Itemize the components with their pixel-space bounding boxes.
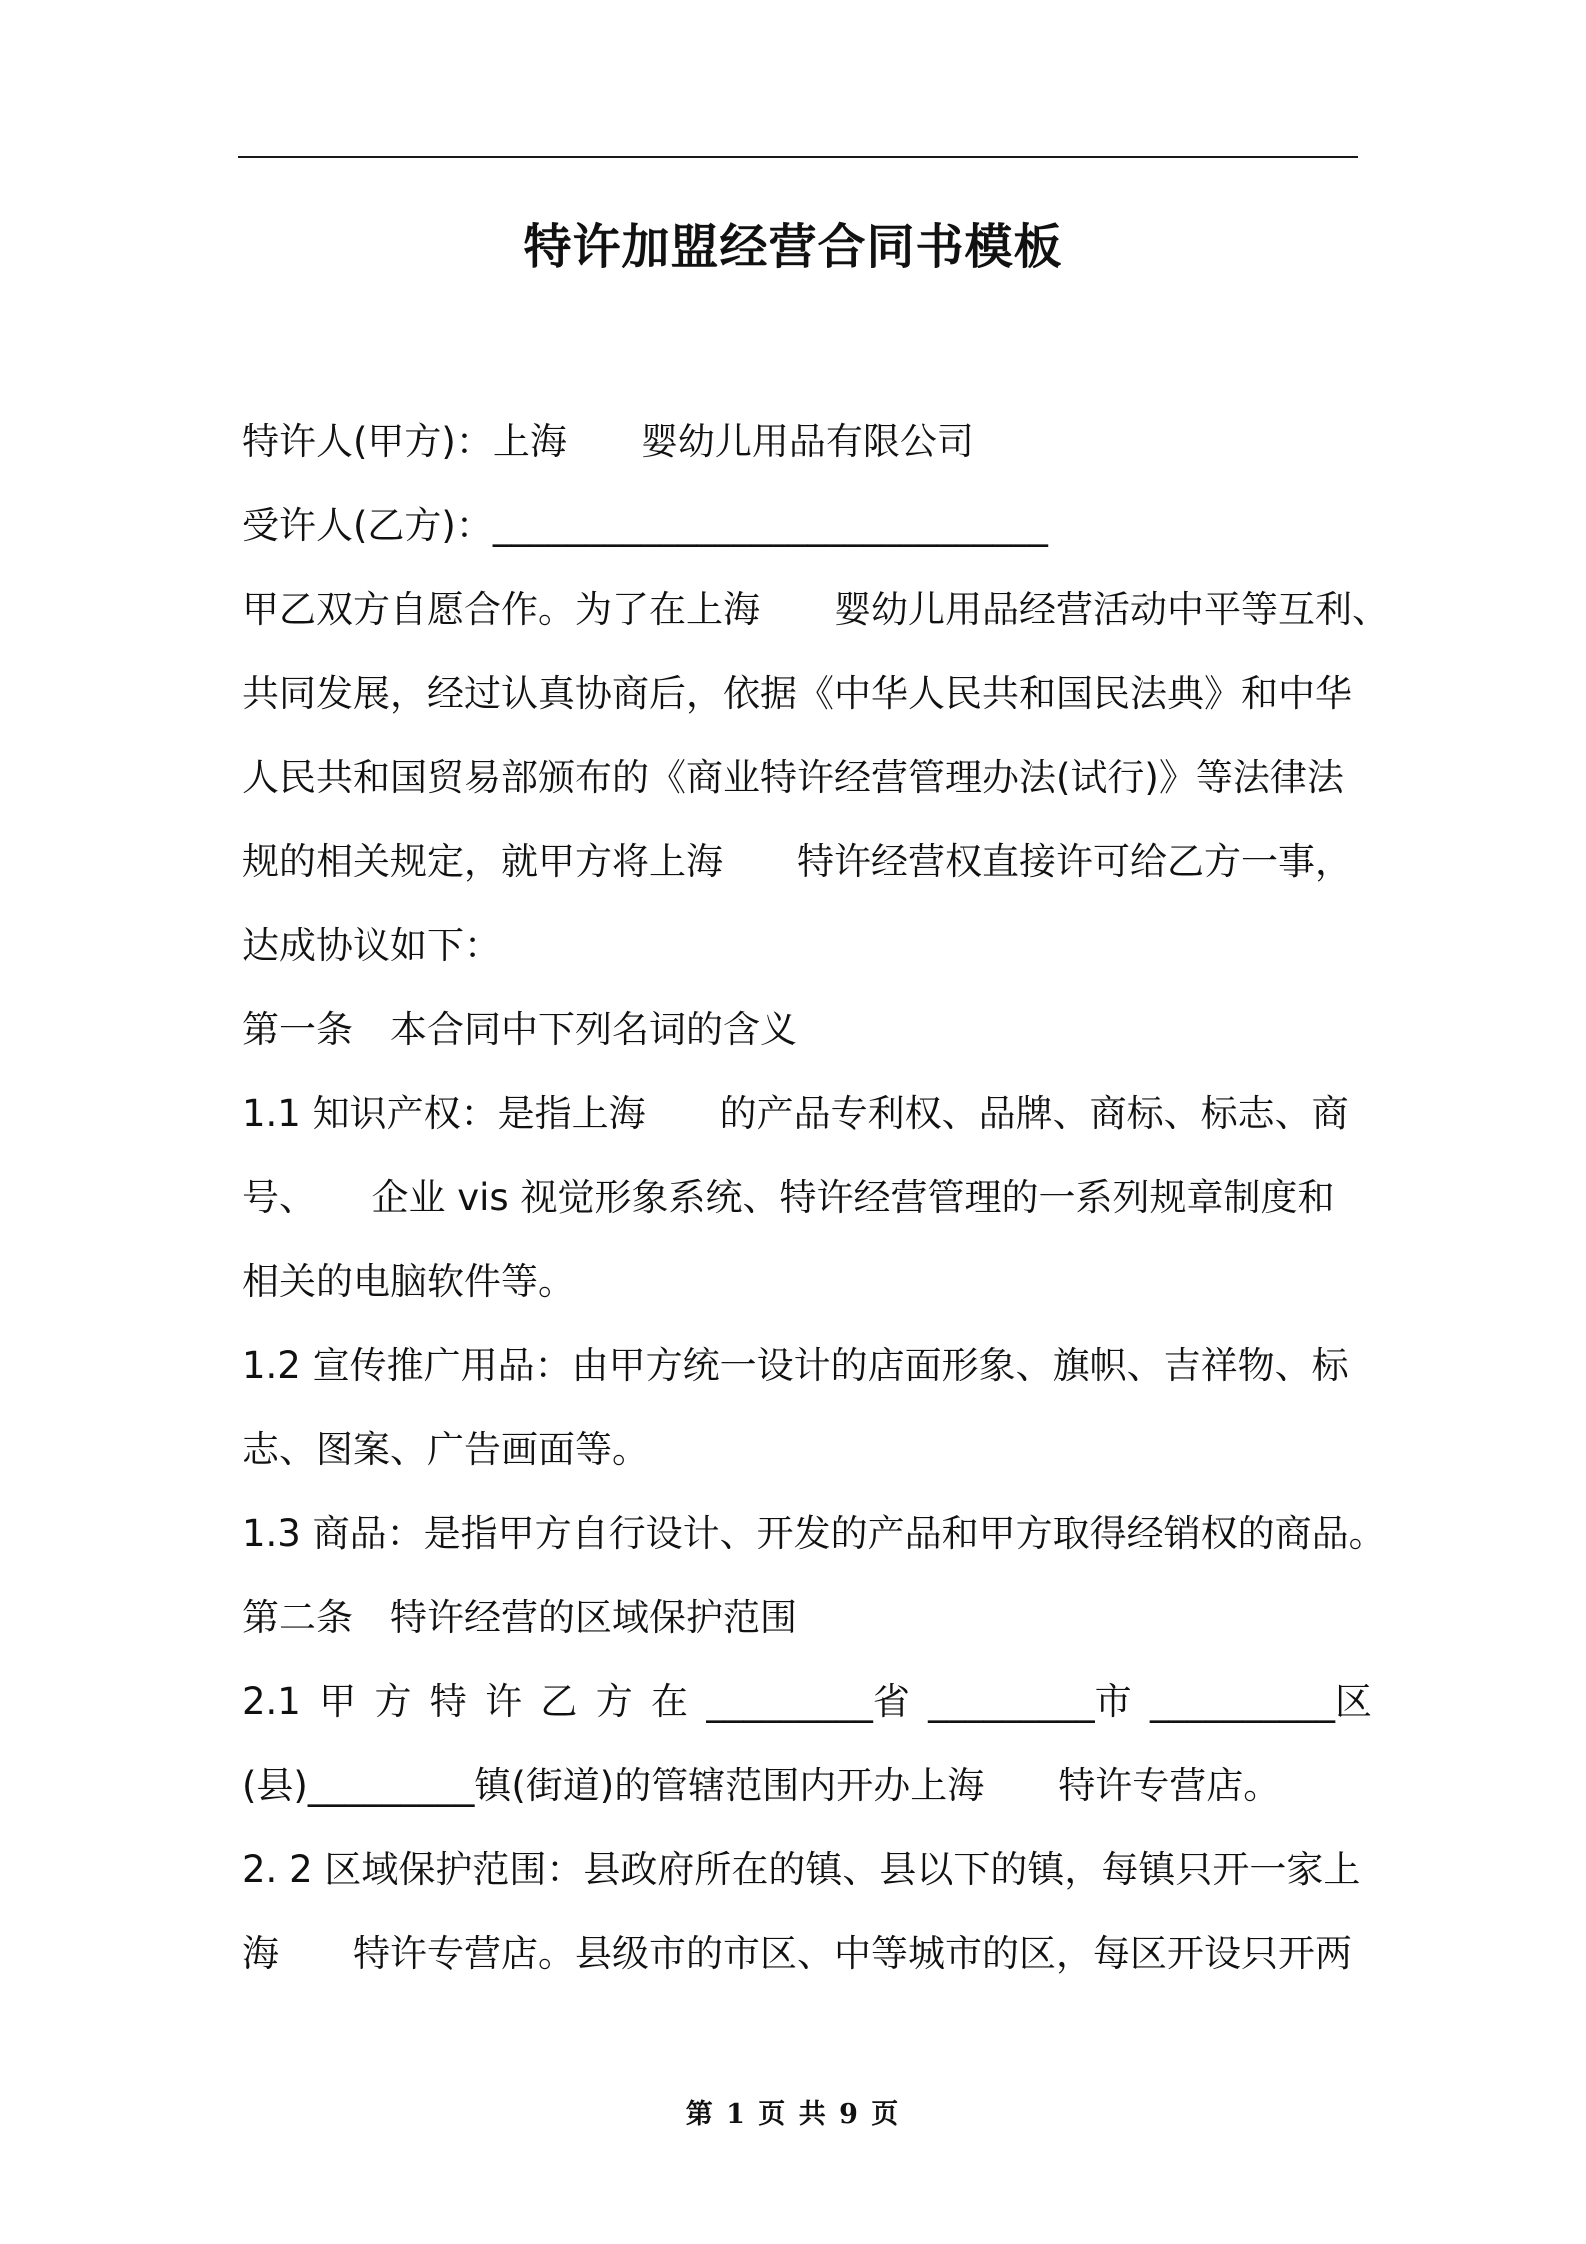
clause-2-2-line: 2. 2 区域保护范围：县政府所在的镇、县以下的镇，每镇只开一家上 — [242, 1848, 1361, 1891]
clause-1-3-line: 1.3 商品：是指甲方自行设计、开发的产品和甲方取得经销权的商品。 — [242, 1512, 1386, 1555]
paragraph-line: 达成协议如下： — [242, 924, 501, 967]
franchisor-line: 特许人(甲方)：上海 婴幼儿用品有限公司 — [242, 420, 974, 463]
province-blank: _________省 — [706, 1680, 910, 1723]
contract-body — [242, 400, 1389, 1996]
district-blank: __________区 — [1149, 1680, 1372, 1723]
franchisee-line: 受许人(乙方)：______________________________ — [242, 504, 1048, 547]
clause-2-1-part: 在 — [651, 1680, 689, 1723]
clause-1-2-line: 1.2 宣传推广用品：由甲方统一设计的店面形象、旗帜、吉祥物、标 — [242, 1344, 1349, 1387]
article-2-heading: 第二条 特许经营的区域保护范围 — [242, 1596, 797, 1639]
document-title: 特许加盟经营合同书模板 — [523, 219, 1063, 275]
clause-2-1-line: (县)_________镇(街道)的管辖范围内开办上海 特许专营店。 — [242, 1764, 1281, 1807]
clause-1-1-line: 1.1 知识产权：是指上海 的产品专利权、品牌、商标、标志、商 — [242, 1092, 1349, 1135]
clause-2-1-line — [242, 1660, 1372, 1744]
paragraph-line: 共同发展，经过认真协商后，依据《中华人民共和国民法典》和中华 — [242, 672, 1352, 715]
clause-1-1-line: 号、 企业 vis 视觉形象系统、特许经营管理的一系列规章制度和 — [242, 1176, 1335, 1219]
page-number: 第 1 页 共 9 页 — [685, 2099, 901, 2130]
clause-2-1-part: 甲 — [319, 1680, 357, 1723]
clause-2-1-part: 2.1 — [242, 1680, 301, 1723]
clause-2-1-part: 乙 — [540, 1680, 578, 1723]
clause-2-1-part: 特 — [429, 1680, 467, 1723]
clause-2-1-part: 方 — [374, 1680, 412, 1723]
paragraph-line: 规的相关规定，就甲方将上海 特许经营权直接许可给乙方一事， — [242, 840, 1352, 883]
city-blank: _________市 — [928, 1680, 1132, 1723]
clause-2-2-line: 海 特许专营店。县级市的市区、中等城市的区，每区开设只开两 — [242, 1932, 1352, 1975]
article-1-heading: 第一条 本合同中下列名词的含义 — [242, 1008, 797, 1051]
header-rule — [238, 156, 1358, 158]
clause-2-1-part: 许 — [485, 1680, 523, 1723]
clause-1-1-line: 相关的电脑软件等。 — [242, 1260, 575, 1303]
clause-1-2-line: 志、图案、广告画面等。 — [242, 1428, 649, 1471]
paragraph-line: 甲乙双方自愿合作。为了在上海 婴幼儿用品经营活动中平等互利、 — [242, 588, 1389, 631]
clause-2-1-part: 方 — [595, 1680, 633, 1723]
paragraph-line: 人民共和国贸易部颁布的《商业特许经营管理办法(试行)》等法律法 — [242, 756, 1344, 799]
